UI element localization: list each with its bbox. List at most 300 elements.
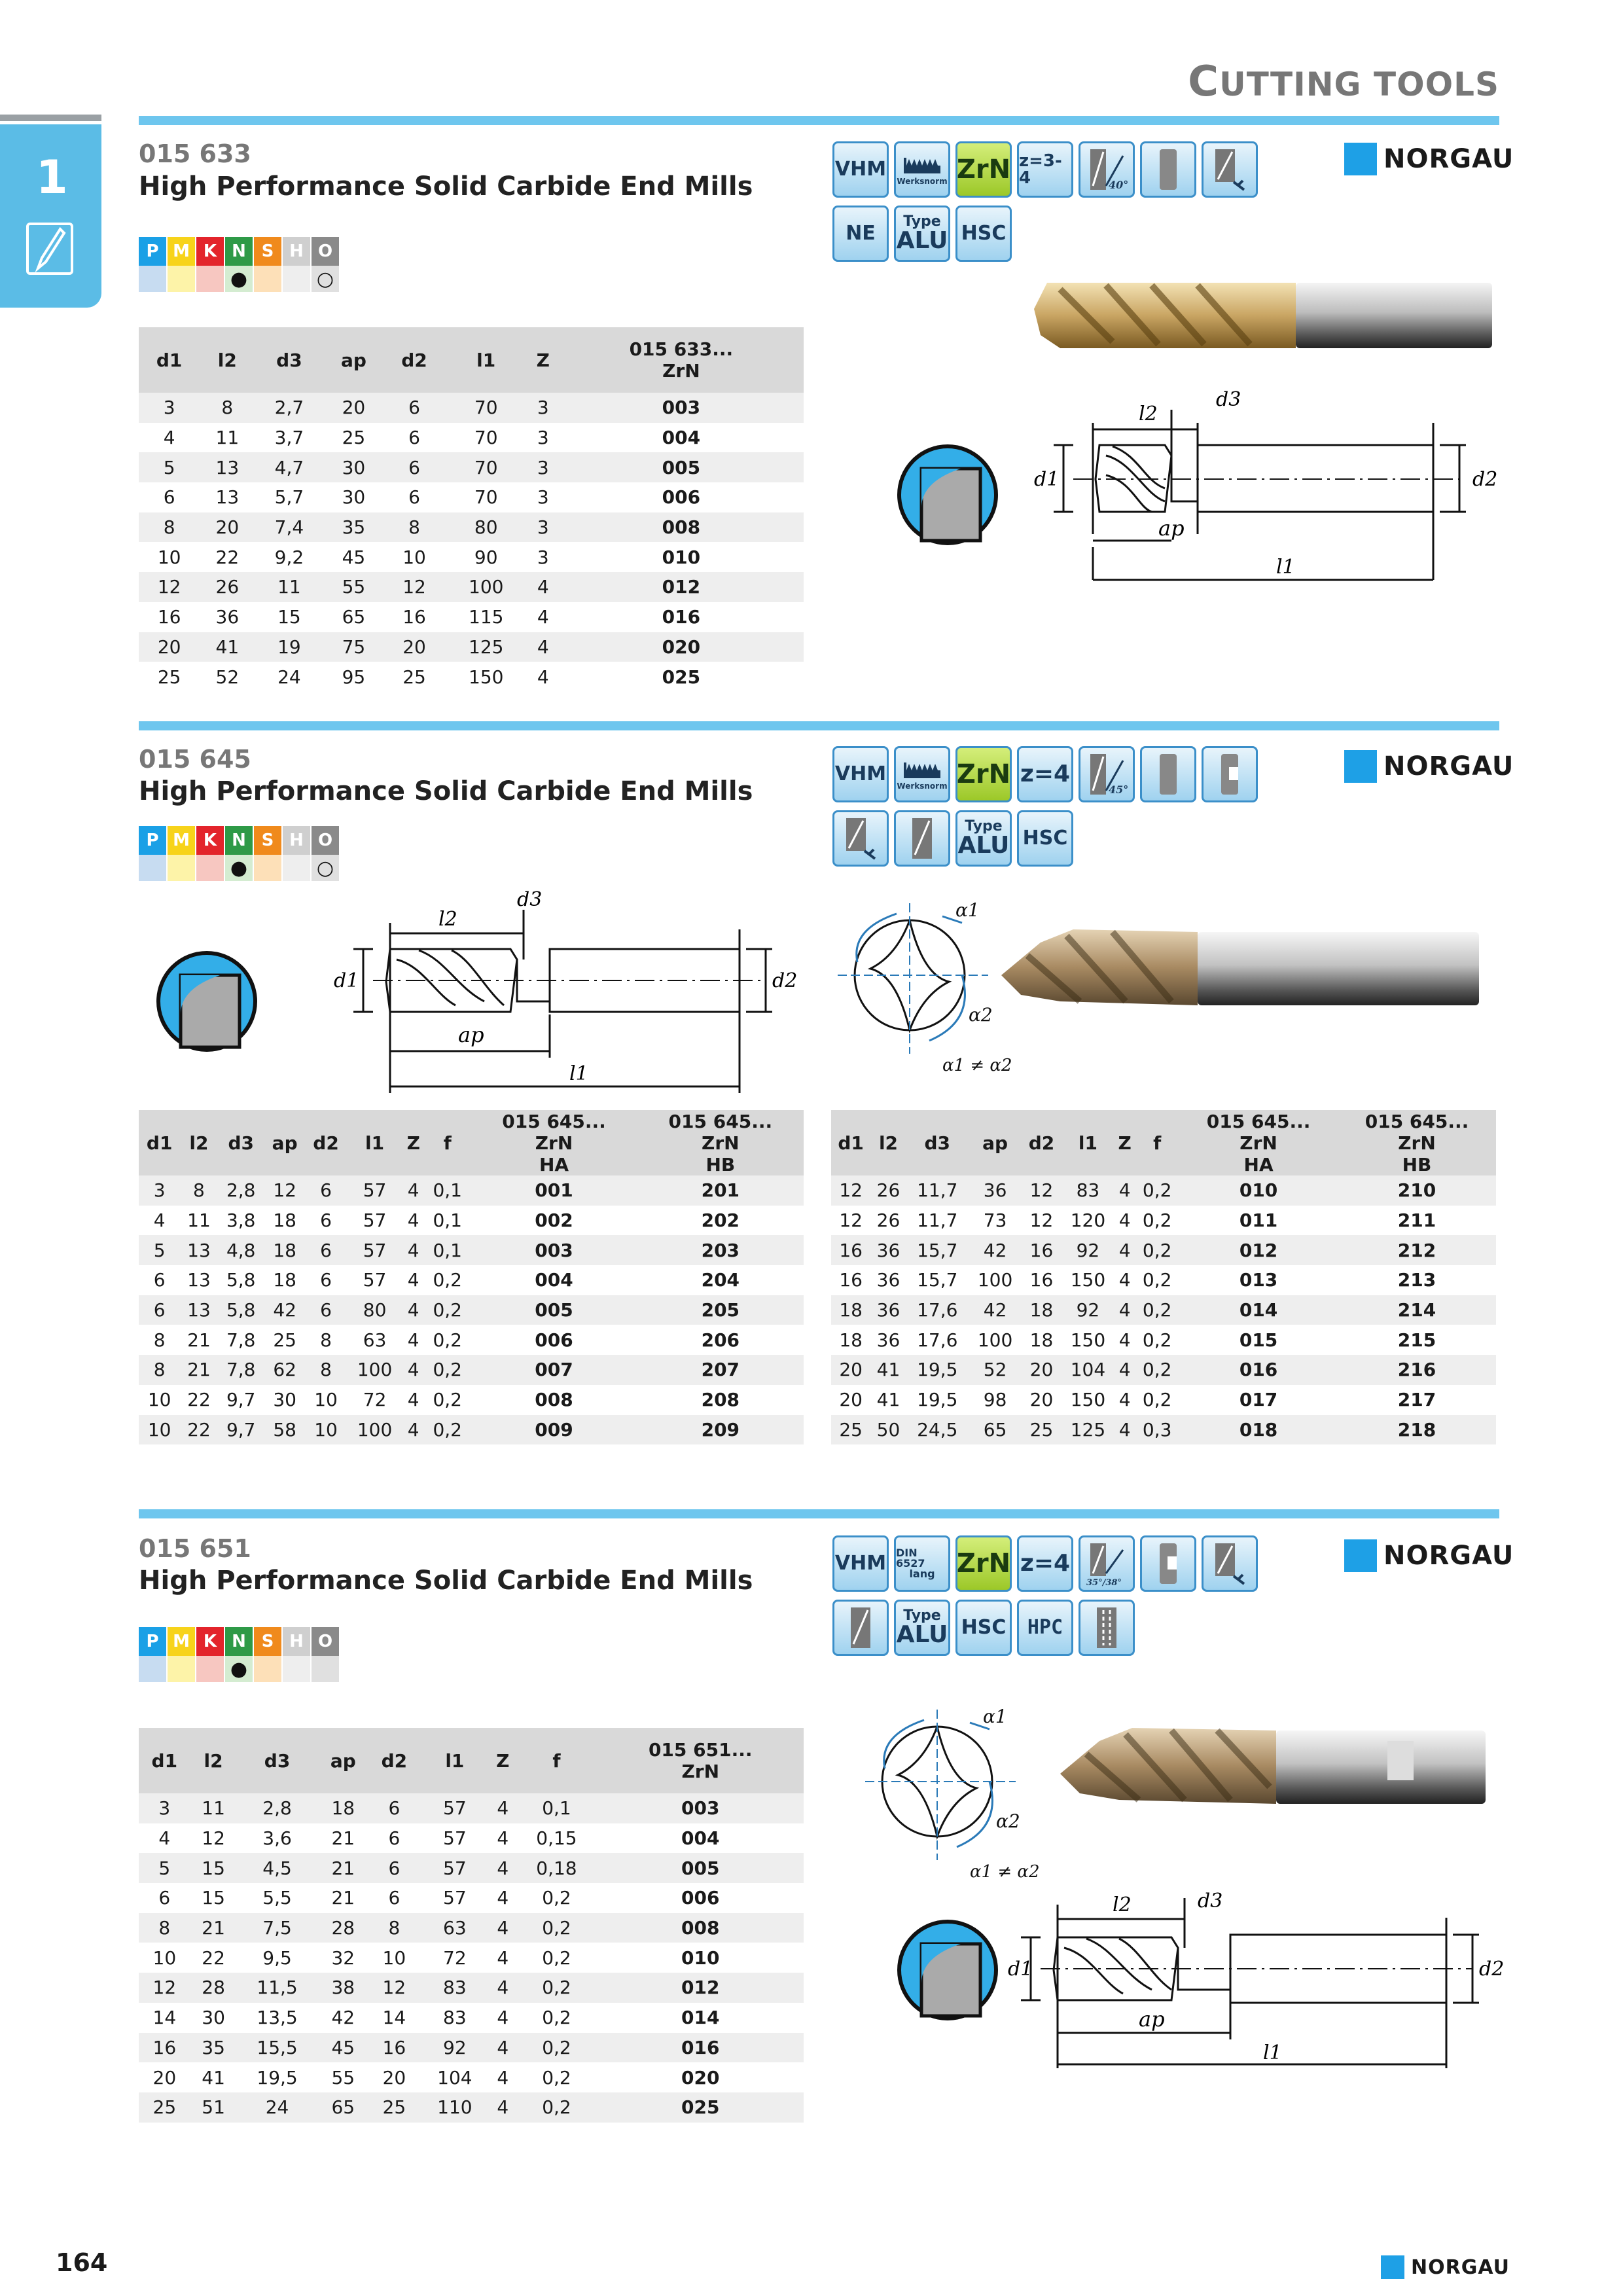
table-cell: 025 <box>662 666 701 688</box>
material-n: N <box>225 1627 254 1656</box>
chapter-number: 1 <box>36 151 68 204</box>
table-row <box>139 452 804 482</box>
table-cell: 004 <box>535 1269 573 1291</box>
suitability-k <box>196 855 225 881</box>
material-p: P <box>139 1627 168 1656</box>
table-cell: 4 <box>490 2033 516 2063</box>
table-cell: 115 <box>469 606 504 628</box>
brand-logo: NORGAU <box>1344 143 1514 175</box>
suitability-s <box>254 1656 283 1682</box>
table-cell: 22 <box>215 546 240 568</box>
svg-text:40°: 40° <box>1109 179 1129 191</box>
table-row <box>831 1415 1496 1445</box>
table-cell: 0,2 <box>516 1973 597 2003</box>
table-cell: 98 <box>983 1389 1007 1411</box>
table-cell: 5,8 <box>218 1295 264 1325</box>
table-cell: 26 <box>200 572 255 602</box>
table-cell: 5,7 <box>274 486 304 509</box>
table-row <box>139 1943 804 1973</box>
suitability-h <box>283 1656 312 1682</box>
table-cell: 72 <box>443 1946 467 1969</box>
table-cell: 100 <box>445 572 527 602</box>
table-row <box>831 1206 1496 1236</box>
column-header: f <box>1135 1110 1179 1175</box>
material-k: K <box>196 826 225 855</box>
table-cell: 2,8 <box>218 1175 264 1206</box>
end-mill-icon <box>26 223 73 275</box>
table-cell: 009 <box>471 1415 637 1445</box>
table-cell: 15 <box>277 606 301 628</box>
table-cell: 20 <box>323 393 383 423</box>
material-h: H <box>283 237 312 266</box>
column-header: d2 <box>368 1728 420 1793</box>
table-cell: 57 <box>443 1887 467 1909</box>
table-cell: 4 <box>497 2066 509 2089</box>
table-cell: 36 <box>870 1235 906 1265</box>
table-cell: 20 <box>1022 1355 1061 1385</box>
weldon-shank-icon <box>1202 746 1258 802</box>
article-number: 015 645 <box>139 745 251 774</box>
helix-angle-icon <box>1079 746 1135 802</box>
type-alu-icon: Type ALU <box>894 1600 950 1656</box>
table-cell: 0,2 <box>1142 1269 1172 1291</box>
material-o: O <box>312 237 340 266</box>
table-cell: 57 <box>420 1853 490 1883</box>
table-cell: 6 <box>153 1269 166 1291</box>
table-cell: 5 <box>139 1235 180 1265</box>
table-cell: 15 <box>202 1887 225 1909</box>
table-cell: 210 <box>1338 1175 1496 1206</box>
table-cell: 83 <box>1061 1175 1115 1206</box>
table-cell: 25 <box>342 427 366 449</box>
table-cell: 65 <box>969 1415 1022 1445</box>
table-cell: 70 <box>474 486 498 509</box>
table-cell: 13 <box>215 486 240 509</box>
table-cell: 38 <box>318 1973 368 2003</box>
material-k: K <box>196 1627 225 1656</box>
table-row <box>831 1265 1496 1295</box>
article-number: 015 651 <box>139 1534 251 1563</box>
column-header: l2 <box>870 1110 906 1175</box>
table-cell: 003 <box>471 1235 637 1265</box>
table-cell: 4 <box>1115 1415 1135 1445</box>
flutes-icon: z=4 <box>1017 746 1073 802</box>
table-cell: 007 <box>471 1355 637 1385</box>
table-cell: 25 <box>831 1415 870 1445</box>
column-header: 015 645... ZrN HA <box>471 1110 637 1175</box>
table-row <box>139 2092 804 2123</box>
table-cell: 11 <box>187 1210 211 1232</box>
table-row <box>139 512 804 543</box>
table-cell: 8 <box>139 1913 190 1943</box>
svg-text:l1: l1 <box>1263 2041 1282 2064</box>
table-cell: 6 <box>305 1235 346 1265</box>
table-cell: 11 <box>190 1793 237 1823</box>
table-cell: 0,18 <box>516 1853 597 1883</box>
table-row <box>139 1295 804 1325</box>
table-cell: 12 <box>1022 1175 1061 1206</box>
table-cell: 18 <box>318 1793 368 1823</box>
table-cell: 4 <box>402 1235 424 1265</box>
table-cell: 4 <box>1115 1295 1135 1325</box>
vhm-icon: VHM <box>832 746 889 802</box>
table-cell: 3 <box>139 1793 190 1823</box>
werksnorm-icon: Werksnorm <box>894 141 950 198</box>
table-cell: 7,8 <box>226 1329 256 1351</box>
vhm-icon: VHM <box>832 1535 889 1592</box>
table-cell: 001 <box>471 1175 637 1206</box>
table-cell: 0,1 <box>516 1793 597 1823</box>
ne-icon: NE <box>832 206 889 262</box>
header-rule <box>139 116 1499 125</box>
table-cell: 70 <box>445 452 527 482</box>
column-header: l2 <box>200 327 255 393</box>
table-cell: 30 <box>342 486 366 509</box>
table-cell: 16 <box>1022 1235 1061 1265</box>
table-cell: 6 <box>305 1295 346 1325</box>
table-cell: 18 <box>264 1235 305 1265</box>
table-cell: 4 <box>407 1210 419 1232</box>
table-cell: 14 <box>152 2007 177 2029</box>
table-cell: 10 <box>147 1389 171 1411</box>
table-cell: 52 <box>215 666 240 688</box>
column-header: Z <box>490 1728 516 1793</box>
column-header: Z <box>527 327 559 393</box>
table-row <box>139 1913 804 1943</box>
table-cell: 018 <box>1179 1415 1338 1445</box>
suitability-s <box>254 855 283 881</box>
table-cell: 8 <box>180 1175 217 1206</box>
table-cell: 4 <box>1115 1175 1135 1206</box>
table-cell: 24 <box>237 2092 318 2123</box>
column-header: ap <box>318 1728 368 1793</box>
internal-coolant-icon <box>1079 1600 1135 1656</box>
table-cell: 16 <box>368 2033 420 2063</box>
table-cell: 0,15 <box>536 1827 577 1850</box>
column-header: l1 <box>1061 1110 1115 1175</box>
table-cell: 125 <box>1061 1415 1115 1445</box>
material-m: M <box>168 1627 196 1656</box>
table-cell: 4 <box>537 606 549 628</box>
table-cell: 150 <box>1070 1269 1106 1291</box>
table-cell: 41 <box>870 1355 906 1385</box>
table-cell: 006 <box>662 486 701 509</box>
table-cell: 26 <box>876 1210 901 1232</box>
table-cell: 013 <box>1239 1269 1278 1291</box>
table-cell: 55 <box>331 2066 355 2089</box>
table-cell: 025 <box>597 2092 804 2123</box>
slot-icon <box>894 810 950 867</box>
table-cell: 0,2 <box>1142 1389 1172 1411</box>
table-cell: 14 <box>382 2007 406 2029</box>
table-row <box>139 542 804 572</box>
table-row <box>139 393 804 423</box>
table-cell: 8 <box>383 512 444 543</box>
table-row <box>139 482 804 512</box>
column-header: Z <box>1115 1110 1135 1175</box>
column-header: d1 <box>831 1110 870 1175</box>
table-row <box>139 602 804 632</box>
corner-profile-icon <box>154 949 259 1056</box>
table-row <box>139 1793 804 1823</box>
corner-profile-icon <box>895 1918 1000 2025</box>
column-header: Z <box>402 1110 424 1175</box>
table-cell: 25 <box>139 2092 190 2123</box>
table-cell: 208 <box>701 1389 740 1411</box>
table-cell: 4 <box>407 1329 419 1351</box>
table-cell: 3 <box>139 1175 180 1206</box>
table-cell: 0,2 <box>516 1913 597 1943</box>
column-header: 015 645... ZrN HA <box>1179 1110 1338 1175</box>
column-header: d3 <box>906 1110 969 1175</box>
table-cell: 45 <box>342 546 366 568</box>
suitability-h <box>283 855 312 881</box>
table-cell: 008 <box>559 512 804 543</box>
column-header: l1 <box>420 1728 490 1793</box>
suitability-m <box>168 855 196 881</box>
technical-drawing <box>1001 1878 1505 2081</box>
table-cell: 30 <box>323 452 383 482</box>
suitability-o: ○ <box>312 266 340 292</box>
table-cell: 12 <box>264 1175 305 1206</box>
material-suitability <box>139 826 340 881</box>
table-cell: 3 <box>527 452 559 482</box>
column-header: 015 633... ZrN <box>559 327 804 393</box>
table-cell: 4 <box>402 1415 424 1445</box>
table-cell: 006 <box>681 1887 720 1909</box>
table-cell: 63 <box>363 1329 387 1351</box>
table-cell: 12 <box>139 1973 190 2003</box>
table-cell: 45 <box>318 2033 368 2063</box>
svg-text:α2: α2 <box>996 1810 1020 1832</box>
table-cell: 3 <box>527 512 559 543</box>
table-cell: 100 <box>347 1355 403 1385</box>
table-cell: 006 <box>535 1329 573 1351</box>
size-table <box>139 1110 804 1444</box>
table-cell: 4 <box>402 1295 424 1325</box>
table-cell: 16 <box>1029 1269 1054 1291</box>
table-cell: 4 <box>1118 1210 1131 1232</box>
column-header: d2 <box>383 327 444 393</box>
table-cell: 13 <box>200 452 255 482</box>
material-p: P <box>139 826 168 855</box>
table-cell: 4 <box>490 1793 516 1823</box>
svg-text:α1 ≠ α2: α1 ≠ α2 <box>970 1862 1040 1882</box>
table-cell: 16 <box>157 606 181 628</box>
product-title: High Performance Solid Carbide End Mills <box>139 171 753 202</box>
svg-text:d3: d3 <box>1198 1890 1223 1912</box>
property-icons <box>832 1535 1258 1656</box>
table-cell: 9,5 <box>262 1946 292 1969</box>
table-row <box>139 1175 804 1206</box>
column-header: d2 <box>305 1110 346 1175</box>
table-cell: 5 <box>139 452 200 482</box>
svg-text:ap: ap <box>1139 2007 1165 2032</box>
type-alu-icon: Type ALU <box>894 206 950 262</box>
table-cell: 80 <box>445 512 527 543</box>
table-cell: 24,5 <box>906 1415 969 1445</box>
svg-text:l1: l1 <box>569 1062 588 1085</box>
table-cell: 50 <box>870 1415 906 1445</box>
suitability-m <box>168 1656 196 1682</box>
table-cell: 18 <box>1022 1295 1061 1325</box>
material-p: P <box>139 237 168 266</box>
table-cell: 4,5 <box>237 1853 318 1883</box>
table-cell: 100 <box>347 1415 403 1445</box>
table-cell: 19 <box>255 632 323 662</box>
table-cell: 58 <box>264 1415 305 1445</box>
table-cell: 202 <box>701 1210 740 1232</box>
table-cell: 95 <box>342 666 366 688</box>
table-cell: 201 <box>637 1175 804 1206</box>
table-cell: 22 <box>187 1389 211 1411</box>
table-cell: 6 <box>158 1887 171 1909</box>
table-cell: 21 <box>331 1887 355 1909</box>
column-header: d1 <box>139 1728 190 1793</box>
svg-text:d1: d1 <box>1034 468 1060 491</box>
svg-text:α2: α2 <box>969 1004 993 1026</box>
hsc-icon: HSC <box>955 1600 1012 1656</box>
table-row <box>139 1415 804 1445</box>
svg-text:d3: d3 <box>517 890 543 911</box>
material-s: S <box>254 1627 283 1656</box>
side-rule <box>0 115 101 121</box>
table-row <box>139 1235 804 1265</box>
table-cell: 57 <box>443 1827 467 1850</box>
column-header: d1 <box>139 1110 180 1175</box>
hsc-icon: HSC <box>1017 810 1073 867</box>
table-cell: 7,4 <box>255 512 323 543</box>
table-cell: 205 <box>637 1295 804 1325</box>
hpc-icon: HPC <box>1017 1600 1073 1656</box>
table-cell: 18 <box>831 1295 870 1325</box>
table-cell: 017 <box>1239 1389 1278 1411</box>
table-cell: 016 <box>597 2033 804 2063</box>
table-cell: 7,5 <box>237 1913 318 1943</box>
table-cell: 30 <box>202 2007 225 2029</box>
table-cell: 20 <box>839 1389 863 1411</box>
table-cell: 12 <box>1029 1210 1054 1232</box>
table-row <box>139 2003 804 2033</box>
table-cell: 15,7 <box>906 1235 969 1265</box>
table-cell: 4 <box>158 1827 171 1850</box>
column-header: d3 <box>237 1728 318 1793</box>
table-cell: 0,1 <box>424 1235 471 1265</box>
product-title: High Performance Solid Carbide End Mills <box>139 776 753 806</box>
table-cell: 6 <box>163 486 175 509</box>
material-k: K <box>196 237 225 266</box>
table-cell: 4 <box>1118 1389 1131 1411</box>
suitability-k <box>196 266 225 292</box>
table-cell: 104 <box>437 2066 473 2089</box>
table-row <box>139 662 804 692</box>
shank-icon <box>1140 141 1196 198</box>
table-cell: 16 <box>139 2033 190 2063</box>
table-cell: 2,8 <box>237 1793 318 1823</box>
svg-text:l2: l2 <box>1113 1893 1132 1916</box>
table-cell: 36 <box>876 1329 901 1351</box>
shank-icon <box>1140 746 1196 802</box>
cutting-edge-icon <box>1202 1535 1258 1592</box>
flutes-icon: z=4 <box>1017 1535 1073 1592</box>
size-table <box>831 1110 1496 1444</box>
table-cell: 57 <box>363 1210 387 1232</box>
table-cell: 42 <box>969 1295 1022 1325</box>
table-cell: 212 <box>1338 1235 1496 1265</box>
table-cell: 4 <box>1118 1329 1131 1351</box>
table-cell: 0,2 <box>424 1295 471 1325</box>
table-cell: 3 <box>537 546 549 568</box>
table-cell: 52 <box>969 1355 1022 1385</box>
table-cell: 22 <box>202 1946 225 1969</box>
column-header: f <box>516 1728 597 1793</box>
type-alu-icon: Type ALU <box>955 810 1012 867</box>
table-cell: 4 <box>402 1355 424 1385</box>
table-cell: 11 <box>215 427 240 449</box>
table-cell: 0,2 <box>542 1946 571 1969</box>
table-cell: 10 <box>152 1946 177 1969</box>
table-cell: 6 <box>320 1210 332 1232</box>
table-cell: 8 <box>153 1329 166 1351</box>
property-icons <box>832 746 1258 867</box>
table-cell: 20 <box>1029 1389 1054 1411</box>
table-cell: 75 <box>323 632 383 662</box>
table-cell: 110 <box>420 2092 490 2123</box>
table-cell: 100 <box>977 1329 1013 1351</box>
svg-text:35°/38°: 35°/38° <box>1086 1578 1122 1587</box>
column-header: d2 <box>1022 1110 1061 1175</box>
table-cell: 8 <box>139 1355 180 1385</box>
table-cell: 010 <box>1179 1175 1338 1206</box>
product-title: High Performance Solid Carbide End Mills <box>139 1566 753 1596</box>
table-cell: 65 <box>342 606 366 628</box>
table-cell: 36 <box>215 606 240 628</box>
table-cell: 0,2 <box>424 1355 471 1385</box>
cutting-edge-icon <box>1202 141 1258 198</box>
table-cell: 6 <box>383 452 444 482</box>
section-rule <box>139 721 1499 730</box>
material-n: N <box>225 826 254 855</box>
table-cell: 008 <box>535 1389 573 1411</box>
table-cell: 65 <box>318 2092 368 2123</box>
din-6527-icon: DIN 6527 lang <box>894 1535 950 1592</box>
svg-text:α1: α1 <box>983 1706 1007 1727</box>
table-cell: 4 <box>497 1887 509 1909</box>
table-cell: 35 <box>323 512 383 543</box>
table-cell: 0,1 <box>433 1210 462 1232</box>
table-cell: 0,2 <box>433 1269 462 1291</box>
table-cell: 3,8 <box>226 1210 256 1232</box>
table-cell: 18 <box>839 1329 863 1351</box>
table-cell: 011 <box>1239 1210 1278 1232</box>
table-cell: 13 <box>180 1235 217 1265</box>
table-cell: 5,5 <box>262 1887 292 1909</box>
column-header: 015 645... ZrN HB <box>637 1110 804 1175</box>
svg-text:d3: d3 <box>1216 388 1241 411</box>
svg-text:ap: ap <box>458 1022 484 1047</box>
brand-logo: NORGAU <box>1344 1539 1514 1572</box>
svg-text:45°: 45° <box>1109 783 1129 796</box>
table-cell: 4 <box>1118 1269 1131 1291</box>
material-m: M <box>168 237 196 266</box>
table-cell: 42 <box>264 1295 305 1325</box>
table-cell: 21 <box>190 1913 237 1943</box>
table-cell: 19,5 <box>257 2066 298 2089</box>
property-icons <box>832 141 1258 262</box>
table-cell: 213 <box>1397 1269 1436 1291</box>
table-cell: 0,2 <box>542 2066 571 2089</box>
table-cell: 63 <box>420 1913 490 1943</box>
